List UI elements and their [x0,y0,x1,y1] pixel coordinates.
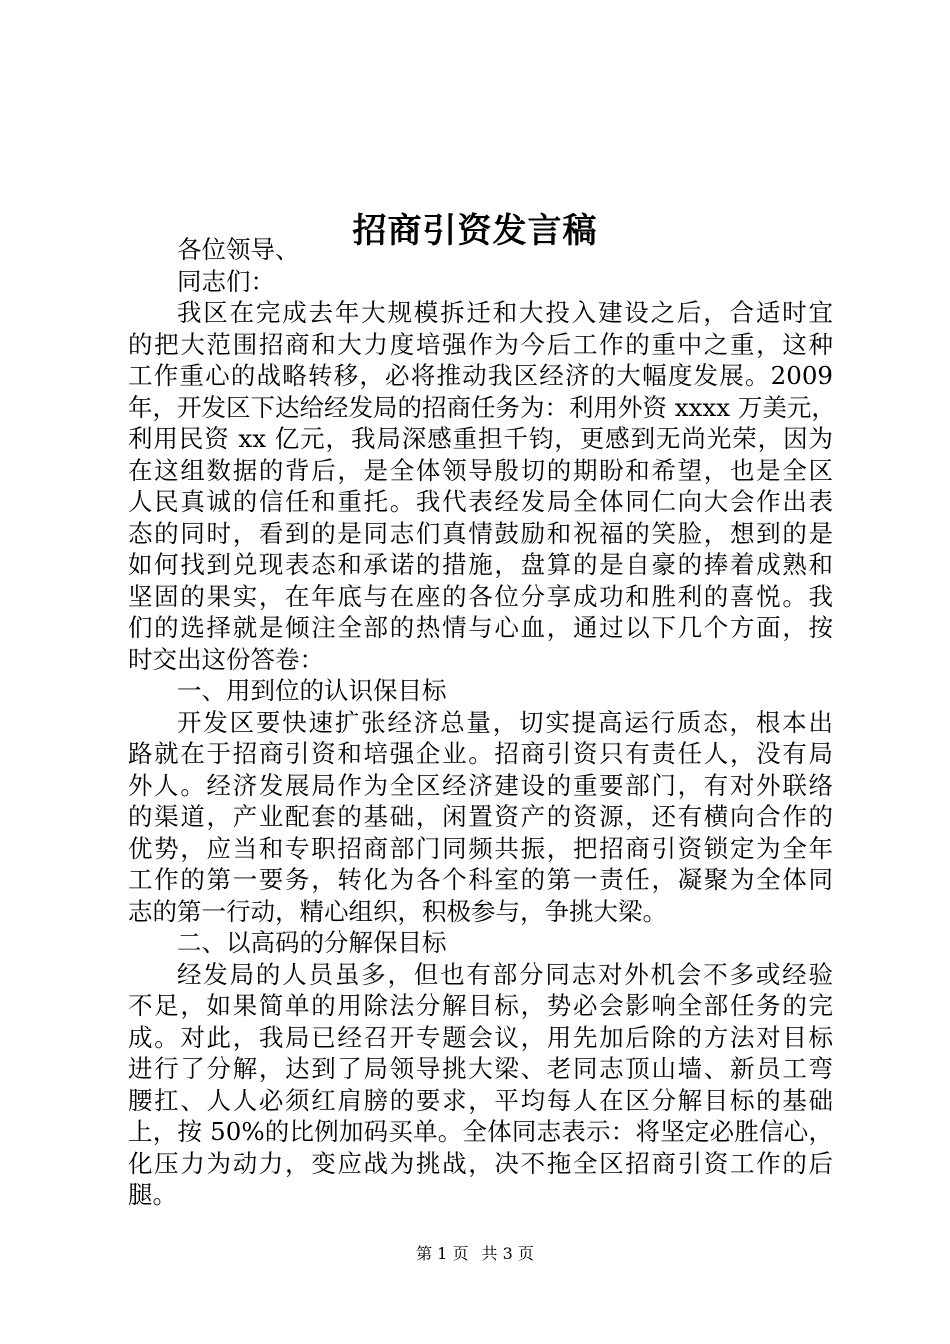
body-line: 二、以高码的分解保目标 [177,928,447,957]
page-footer [0,1243,950,1265]
body-line: 腿。 [128,1180,177,1209]
body-line: 们的选择就是倾注全部的热情与心血，通过以下几个方面，按 [128,613,833,642]
body-line: 一、用到位的认识保目标 [177,676,447,705]
body-line: 工作的第一要务，转化为各个科室的第一责任，凝聚为全体同 [128,865,833,894]
body-line: 进行了分解，达到了局领导挑大梁、老同志顶山墙、新员工弯 [128,1054,833,1083]
body-line: 腰扛、人人必须红肩膀的要求，平均每人在区分解目标的基础 [128,1085,833,1115]
body-line: 化压力为动力，变应战为挑战，决不拖全区招商引资工作的后 [128,1148,833,1178]
body-line: 坚固的果实，在年底与在座的各位分享成功和胜利的喜悦。我 [128,581,833,611]
document-title: 招商引资发言稿 [352,210,598,251]
body-line: 如何找到兑现表态和承诺的措施，盘算的是自豪的捧着成熟和 [128,550,833,579]
body-line: 外人。经济发展局作为全区经济建设的重要部门，有对外联络 [128,770,833,800]
body-line: 人民真诚的信任和重托。我代表经发局全体同仁向大会作出表 [128,487,833,516]
body-line: 优势，应当和专职招商部门同频共振，把招商引资锁定为全年 [128,833,833,863]
body-line: 态的同时，看到的是同志们真情鼓励和祝福的笑脸，想到的是 [128,518,833,548]
body-line: 时交出这份答卷： [128,644,324,674]
body-line: 在这组数据的背后，是全体领导殷切的期盼和希望，也是全区 [128,455,833,485]
body-line: 志的第一行动，精心组织，积极参与，争挑大梁。 [128,896,667,926]
body-line: 各位领导、 [177,235,300,264]
page-number: 第 1 页 [416,1244,469,1263]
page-total: 共 3 页 [481,1244,534,1263]
body-line: 上，按 50%的比例加码买单。全体同志表示：将坚定必胜信心， [128,1117,833,1146]
body-line: 我区在完成去年大规模拆迁和大投入建设之后，合适时宜 [177,298,833,327]
body-line: 经发局的人员虽多，但也有部分同志对外机会不多或经验 [177,959,833,989]
body-line: 工作重心的战略转移，必将推动我区经济的大幅度发展。2009 [128,361,833,390]
body-line: 利用民资 xx 亿元，我局深感重担千钧，更感到无尚光荣，因为 [128,424,833,453]
body-line: 年，开发区下达给经发局的招商任务为：利用外资 xxxx 万美元， [128,392,836,422]
body-line: 开发区要快速扩张经济总量，切实提高运行质态，根本出 [177,707,833,737]
document-body [128,234,836,1211]
body-line: 不足，如果简单的用除法分解目标，势必会影响全部任务的完 [128,991,833,1020]
body-line: 成。对此，我局已经召开专题会议，用先加后除的方法对目标 [128,1022,833,1052]
body-line: 的渠道，产业配套的基础，闲置资产的资源，还有横向合作的 [128,802,833,831]
body-line: 的把大范围招商和大力度培强作为今后工作的重中之重，这种 [128,329,833,359]
body-line: 路就在于招商引资和培强企业。招商引资只有责任人，没有局 [128,739,833,768]
body-line: 同志们： [177,266,275,296]
